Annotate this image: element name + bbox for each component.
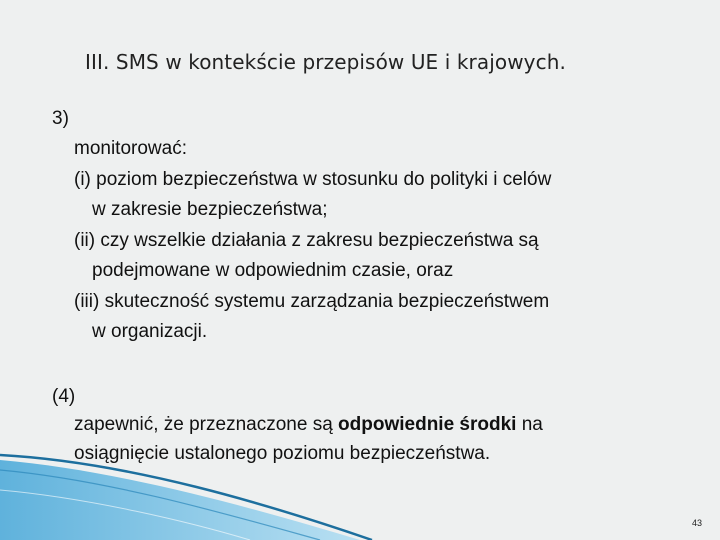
section-4-line-1 [74,414,543,436]
slide-title: III. SMS w kontekście przepisów UE i krajowych. [85,50,566,74]
section-3-item-2-line-2: podejmowane w odpowiednim czasie, oraz [92,260,454,281]
section-3-item-3-line-1: (iii) skuteczność systemu zarządzania bezpieczeństwem [74,291,550,312]
section-4-line-1-start: zapewnić, że przeznaczone są [74,414,339,435]
section-3-intro: monitorować: [74,138,187,159]
section-3-item-2-line-1: (ii) czy wszelkie działania z zakresu bezpieczeństwa są [74,230,539,251]
section-4-emphasis: odpowiednie środki [338,414,517,435]
section-3-number: 3) [52,108,69,129]
section-4-number: (4) [52,386,76,407]
page-number: 43 [692,518,703,528]
section-4-line-2: osiągnięcie ustalonego poziomu bezpieczeństwa. [74,443,491,464]
section-3-item-1-line-2: w zakresie bezpieczeństwa; [92,199,328,220]
section-3-item-3-line-2: w organizacji. [92,321,208,342]
section-4-line-1-end: na [516,414,543,435]
section-3-item-1-line-1: (i) poziom bezpieczeństwa w stosunku do polityki i celów [74,169,552,190]
